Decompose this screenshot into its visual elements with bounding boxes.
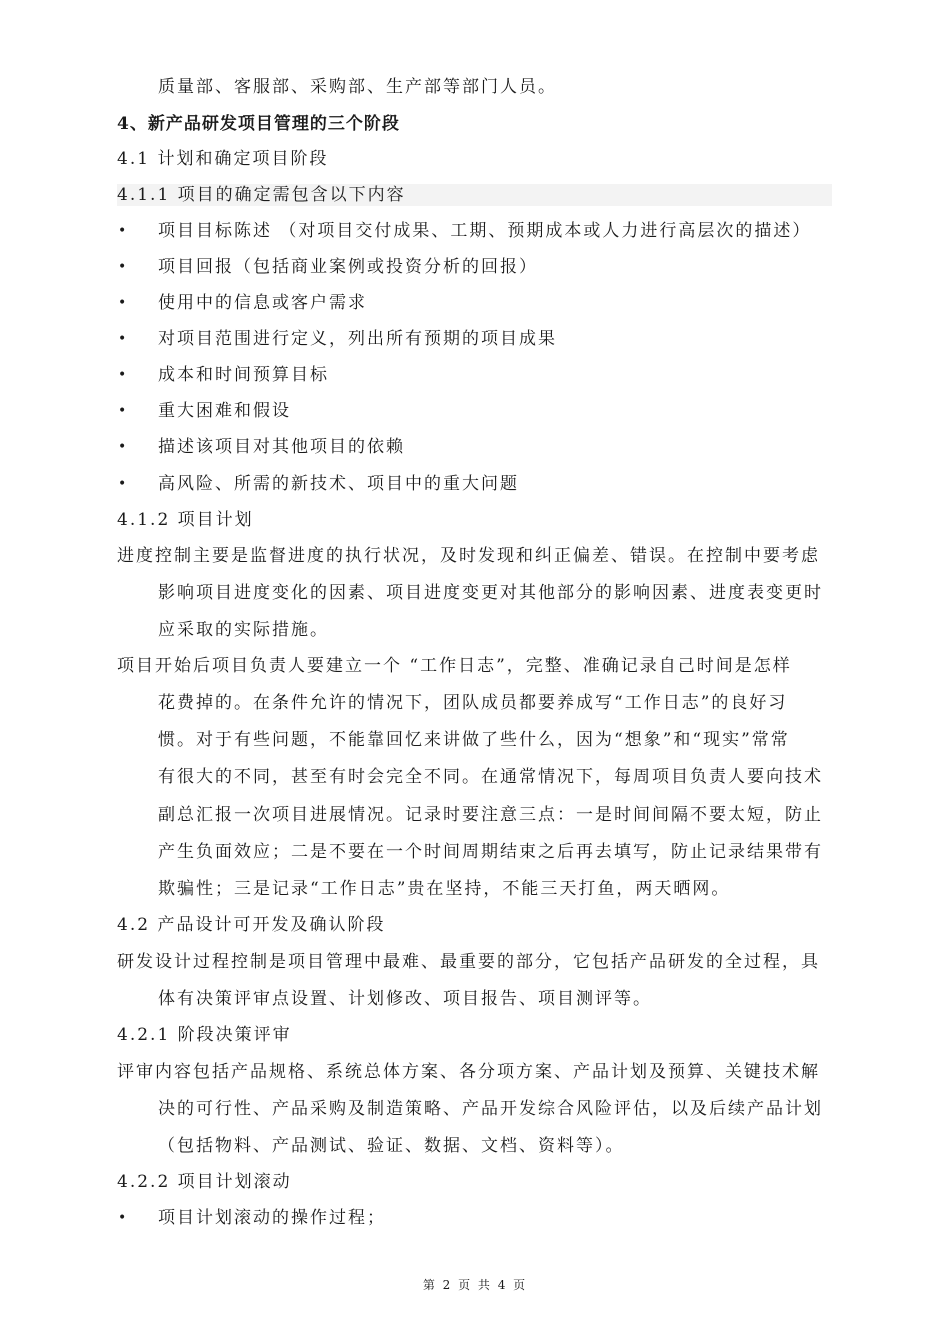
paragraph-line: 有很大的不同，甚至有时会完全不同。在通常情况下，每周项目负责人要向技术 bbox=[158, 767, 823, 787]
paragraph-line: 进度控制主要是监督进度的执行状况，及时发现和纠正偏差、错误。在控制中要考虑 bbox=[117, 546, 820, 566]
paragraph-line: 应采取的实际措施。 bbox=[158, 620, 329, 640]
paragraph-line: 欺骗性；三是记录“工作日志”贵在坚持，不能三天打鱼，两天晒网。 bbox=[158, 879, 731, 899]
list-item: 高风险、所需的新技术、项目中的重大问题 bbox=[158, 474, 519, 494]
list-item: 项目目标陈述 （对项目交付成果、工期、预期成本或人力进行高层次的描述） bbox=[158, 221, 812, 241]
bullet-icon: • bbox=[118, 476, 127, 492]
subsection-heading: 4.1.1 项目的确定需包含以下内容 bbox=[117, 184, 832, 206]
bullet-icon: • bbox=[118, 367, 127, 383]
list-item: 使用中的信息或客户需求 bbox=[158, 293, 367, 313]
subsection-heading: 4.2.1 阶段决策评审 bbox=[117, 1025, 292, 1045]
subsection-heading: 4.1.2 项目计划 bbox=[117, 510, 254, 530]
paragraph-line: 质量部、客服部、采购部、生产部等部门人员。 bbox=[158, 77, 557, 97]
section-heading: 4、新产品研发项目管理的三个阶段 bbox=[117, 114, 400, 134]
list-item: 对项目范围进行定义，列出所有预期的项目成果 bbox=[158, 329, 557, 349]
list-item: 项目计划滚动的操作过程； bbox=[158, 1208, 386, 1228]
bullet-icon: • bbox=[118, 439, 127, 455]
bullet-icon: • bbox=[118, 223, 127, 239]
list-item: 描述该项目对其他项目的依赖 bbox=[158, 437, 405, 457]
paragraph-line: （包括物料、产品测试、验证、数据、文档、资料等）。 bbox=[158, 1136, 625, 1156]
paragraph-line: 体有决策评审点设置、计划修改、项目报告、项目测评等。 bbox=[158, 989, 652, 1009]
paragraph-line: 惯。对于有些问题，不能靠回忆来讲做了些什么，因为“想象”和“现实”常常 bbox=[158, 730, 790, 750]
paragraph-line: 副总汇报一次项目进展情况。记录时要注意三点：一是时间间隔不要太短，防止 bbox=[158, 805, 823, 825]
list-item: 成本和时间预算目标 bbox=[158, 365, 329, 385]
paragraph-line: 影响项目进度变化的因素、项目进度变更对其他部分的影响因素、进度表变更时 bbox=[158, 583, 823, 603]
bullet-icon: • bbox=[118, 259, 127, 275]
page-footer: 第 2 页 共 4 页 bbox=[422, 1278, 528, 1292]
subsection-heading: 4.2.2 项目计划滚动 bbox=[117, 1172, 292, 1192]
paragraph-line: 项目开始后项目负责人要建立一个 “工作日志”，完整、准确记录自己时间是怎样 bbox=[117, 656, 792, 676]
bullet-icon: • bbox=[118, 295, 127, 311]
list-item: 重大困难和假设 bbox=[158, 401, 291, 421]
subsection-heading: 4.1 计划和确定项目阶段 bbox=[117, 149, 329, 169]
subsection-heading: 4.2 产品设计可开发及确认阶段 bbox=[117, 915, 386, 935]
bullet-icon: • bbox=[118, 1210, 127, 1226]
paragraph-line: 花费掉的。在条件允许的情况下，团队成员都要养成写“工作日志”的良好习 bbox=[158, 693, 788, 713]
bullet-icon: • bbox=[118, 403, 127, 419]
paragraph-line: 决的可行性、产品采购及制造策略、产品开发综合风险评估，以及后续产品计划 bbox=[158, 1099, 823, 1119]
paragraph-line: 评审内容包括产品规格、系统总体方案、各分项方案、产品计划及预算、关键技术解 bbox=[117, 1062, 820, 1082]
paragraph-line: 产生负面效应；二是不要在一个时间周期结束之后再去填写，防止记录结果带有 bbox=[158, 842, 823, 862]
list-item: 项目回报（包括商业案例或投资分析的回报） bbox=[158, 257, 538, 277]
paragraph-line: 研发设计过程控制是项目管理中最难、最重要的部分，它包括产品研发的全过程，具 bbox=[117, 952, 820, 972]
bullet-icon: • bbox=[118, 331, 127, 347]
